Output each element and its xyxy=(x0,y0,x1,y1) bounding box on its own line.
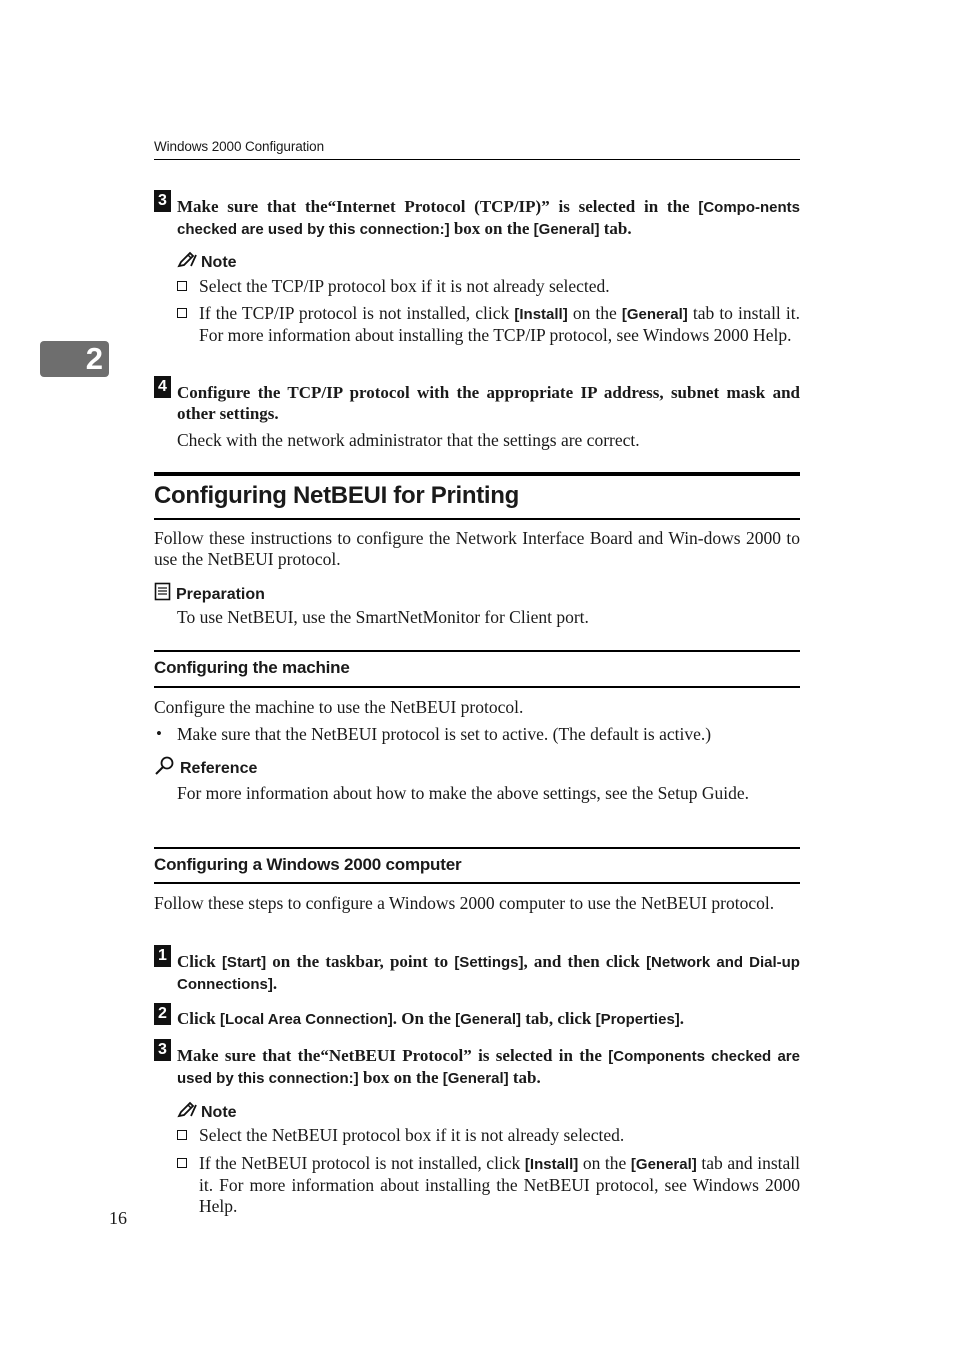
section-rule xyxy=(154,472,800,476)
pencil-icon xyxy=(177,251,197,269)
preparation-header xyxy=(154,582,265,604)
step-number-badge: 2 xyxy=(154,1003,171,1025)
step-instruction: Make sure that the“NetBEUI Protocol” is selected in the [Components checked are used by this connection:] box on the [General] tab. xyxy=(177,1046,800,1087)
note-item: If the NetBEUI protocol is not installed, click [Install] on the [General] tab and install it. For more information about installing the NetBEUI protocol, see Windows 2000 Help. xyxy=(199,1153,800,1216)
step-instruction: Configure the TCP/IP protocol with the appropriate IP address, subnet mask and other settings. xyxy=(177,383,800,423)
note-label: Note xyxy=(201,1104,237,1121)
checkbox-bullet-icon xyxy=(177,281,187,291)
step-number-badge: 4 xyxy=(154,376,171,398)
note-item: If the TCP/IP protocol is not installed, click [Install] on the [General] tab to install it. For more information about installing the TCP/IP protocol, see Windows 2000 Help. xyxy=(199,303,800,345)
computer-intro: Follow these steps to configure a Windows 2000 computer to use the NetBEUI protocol. xyxy=(154,893,775,913)
step-number-badge: 1 xyxy=(154,945,171,967)
subsection-underline xyxy=(154,882,800,884)
subsection-title: Configuring the machine xyxy=(154,658,350,677)
reference-header xyxy=(154,756,257,778)
running-header: Windows 2000 Configuration xyxy=(154,139,324,154)
bullet-dot: • xyxy=(156,724,162,743)
machine-bullet: Make sure that the NetBEUI protocol is set to active. (The default is active.) xyxy=(177,724,712,744)
pencil-icon xyxy=(177,1101,197,1119)
reference-text: For more information about how to make the above settings, see the Setup Guide. xyxy=(177,783,750,803)
magnifier-icon xyxy=(154,756,176,776)
subsection-title: Configuring a Windows 2000 computer xyxy=(154,855,462,874)
section-title: Configuring NetBEUI for Printing xyxy=(154,482,520,509)
reference-label: Reference xyxy=(180,760,258,777)
step-instruction: Make sure that the“Internet Protocol (TCP/IP)” is selected in the [Compo-nents checked are used by this connection:] box on the [General] tab. xyxy=(177,197,800,238)
clipboard-icon xyxy=(154,582,172,602)
subsection-underline xyxy=(154,686,800,688)
subsection-rule xyxy=(154,847,800,849)
step-instruction: Click [Start] on the taskbar, point to [Settings], and then click [Network and Dial-up Connections]. xyxy=(177,952,800,993)
chapter-tab: 2 xyxy=(40,341,109,377)
section-intro: Follow these instructions to configure the Network Interface Board and Win-dows 2000 to use the NetBEUI protocol. xyxy=(154,528,800,569)
checkbox-bullet-icon xyxy=(177,1130,187,1140)
subsection-rule xyxy=(154,650,800,652)
checkbox-bullet-icon xyxy=(177,308,187,318)
step-body: Check with the network administrator that the settings are correct. xyxy=(177,430,640,450)
preparation-text: To use NetBEUI, use the SmartNetMonitor for Client port. xyxy=(177,607,589,627)
note-header xyxy=(177,251,237,272)
checkbox-bullet-icon xyxy=(177,1158,187,1168)
header-rule xyxy=(154,159,800,160)
note-header xyxy=(177,1101,237,1122)
step-instruction: Click [Local Area Connection]. On the [General] tab, click [Properties]. xyxy=(177,1009,685,1028)
step-number-badge: 3 xyxy=(154,1039,171,1061)
machine-intro: Configure the machine to use the NetBEUI protocol. xyxy=(154,697,524,717)
page-number: 16 xyxy=(109,1208,127,1228)
note-item: Select the NetBEUI protocol box if it is not already selected. xyxy=(199,1125,625,1145)
section-title-underline xyxy=(154,518,800,520)
preparation-label: Preparation xyxy=(176,586,265,603)
note-item: Select the TCP/IP protocol box if it is not already selected. xyxy=(199,276,610,296)
note-label: Note xyxy=(201,254,237,271)
step-number-badge: 3 xyxy=(154,190,171,212)
